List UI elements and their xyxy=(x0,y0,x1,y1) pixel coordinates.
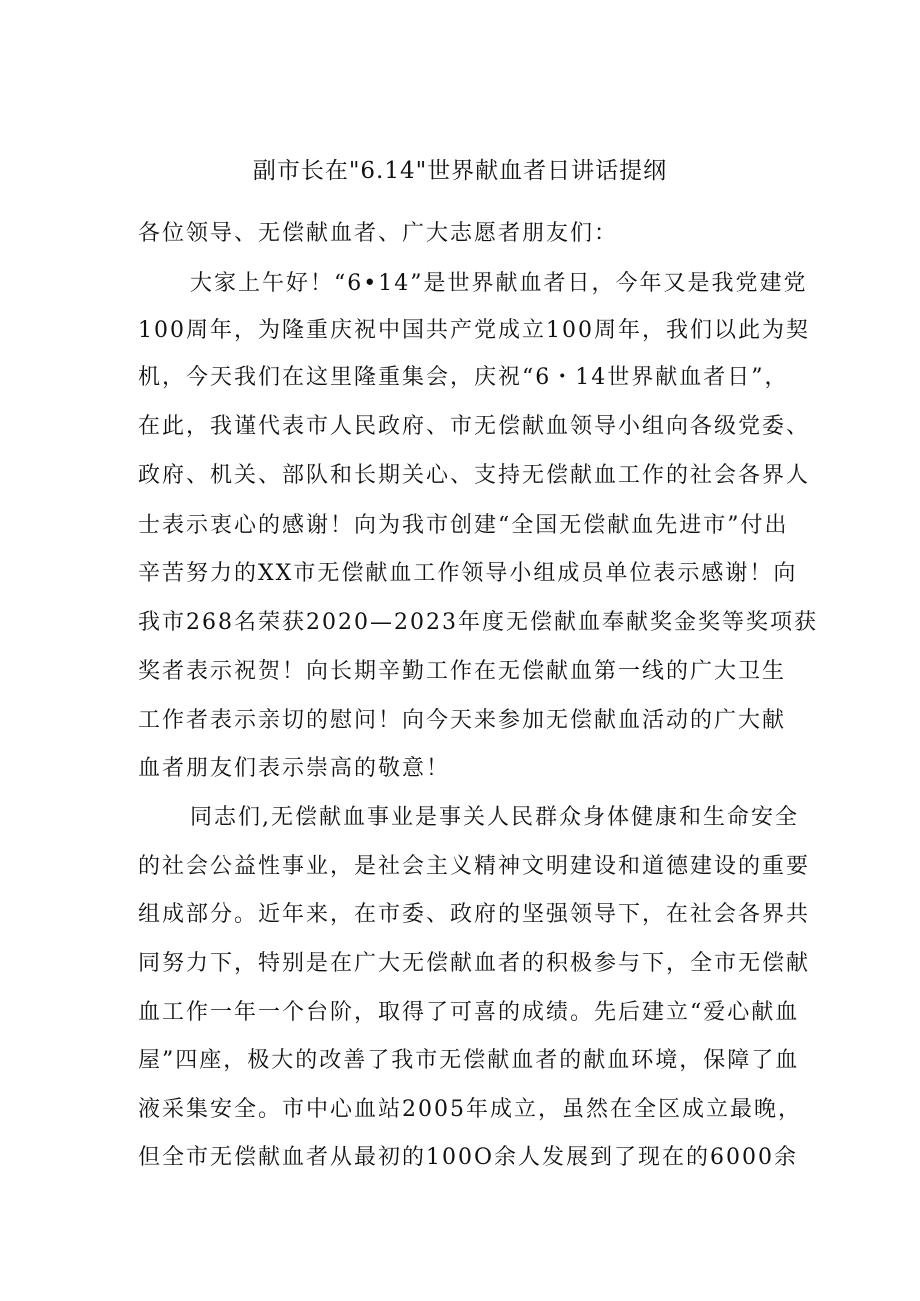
document-title: 副市长在"6.14"世界献血者日讲话提纲 xyxy=(252,158,668,184)
paragraph-1-line-7: 辛苦努力的XX市无偿献血工作领导小组成员单位表示感谢！向 xyxy=(138,561,798,586)
paragraph-1-line-10: 工作者表示亲切的慰问！向今天来参加无偿献血活动的广大献 xyxy=(138,708,787,733)
paragraph-1-line-2: 100周年，为隆重庆祝中国共产党成立100周年，我们以此为契 xyxy=(138,318,810,343)
paragraph-2-line-7: 液采集安全。市中心血站2005年成立，虽然在全区成立最晚， xyxy=(138,1097,802,1122)
paragraph-2-line-4: 同努力下，特别是在广大无偿献血者的积极参与下，全市无偿献 xyxy=(138,951,811,976)
salutation-line: 各位领导、无偿献血者、广大志愿者朋友们： xyxy=(138,221,619,246)
paragraph-1-line-8: 我市268名荣获2020—2023年度无偿献血奉献奖金奖等奖项获 xyxy=(138,610,818,635)
paragraph-2-line-3: 组成部分。近年来，在市委、政府的坚强领导下，在社会各界共 xyxy=(138,902,811,927)
paragraph-2-line-1: 同志们,无偿献血事业是事关人民群众身体健康和生命安全 xyxy=(190,805,799,830)
paragraph-1-line-11: 血者朋友们表示崇高的敬意！ xyxy=(138,756,451,781)
paragraph-1-line-9: 奖者表示祝贺！向长期辛勤工作在无偿献血第一线的广大卫生 xyxy=(138,659,787,684)
paragraph-2-line-6: 屋”四座，极大的改善了我市无偿献血者的献血环境，保障了血 xyxy=(138,1048,800,1073)
paragraph-1-line-6: 士表示衷心的感谢！向为我市创建“全国无偿献血先进市”付出 xyxy=(138,513,789,538)
paragraph-2-line-8: 但全市无偿献血者从最初的100O余人发展到了现在的6000余 xyxy=(138,1145,799,1170)
paragraph-2-line-2: 的社会公益性事业，是社会主义精神文明建设和道德建设的重要 xyxy=(138,854,811,879)
paragraph-2-line-5: 血工作一年一个台阶，取得了可喜的成绩。先后建立“爱心献血 xyxy=(138,1000,800,1025)
paragraph-1-line-1: 大家上午好！“6•14”是世界献血者日，今年又是我党建党 xyxy=(190,271,808,296)
paragraph-1-line-4: 在此，我谨代表市人民政府、市无偿献血领导小组向各级党委、 xyxy=(138,414,811,439)
paragraph-1-line-3: 机，今天我们在这里隆重集会，庆祝“6・14世界献血者日”， xyxy=(138,365,789,390)
paragraph-1-line-5: 政府、机关、部队和长期关心、支持无偿献血工作的社会各界人 xyxy=(138,463,811,488)
